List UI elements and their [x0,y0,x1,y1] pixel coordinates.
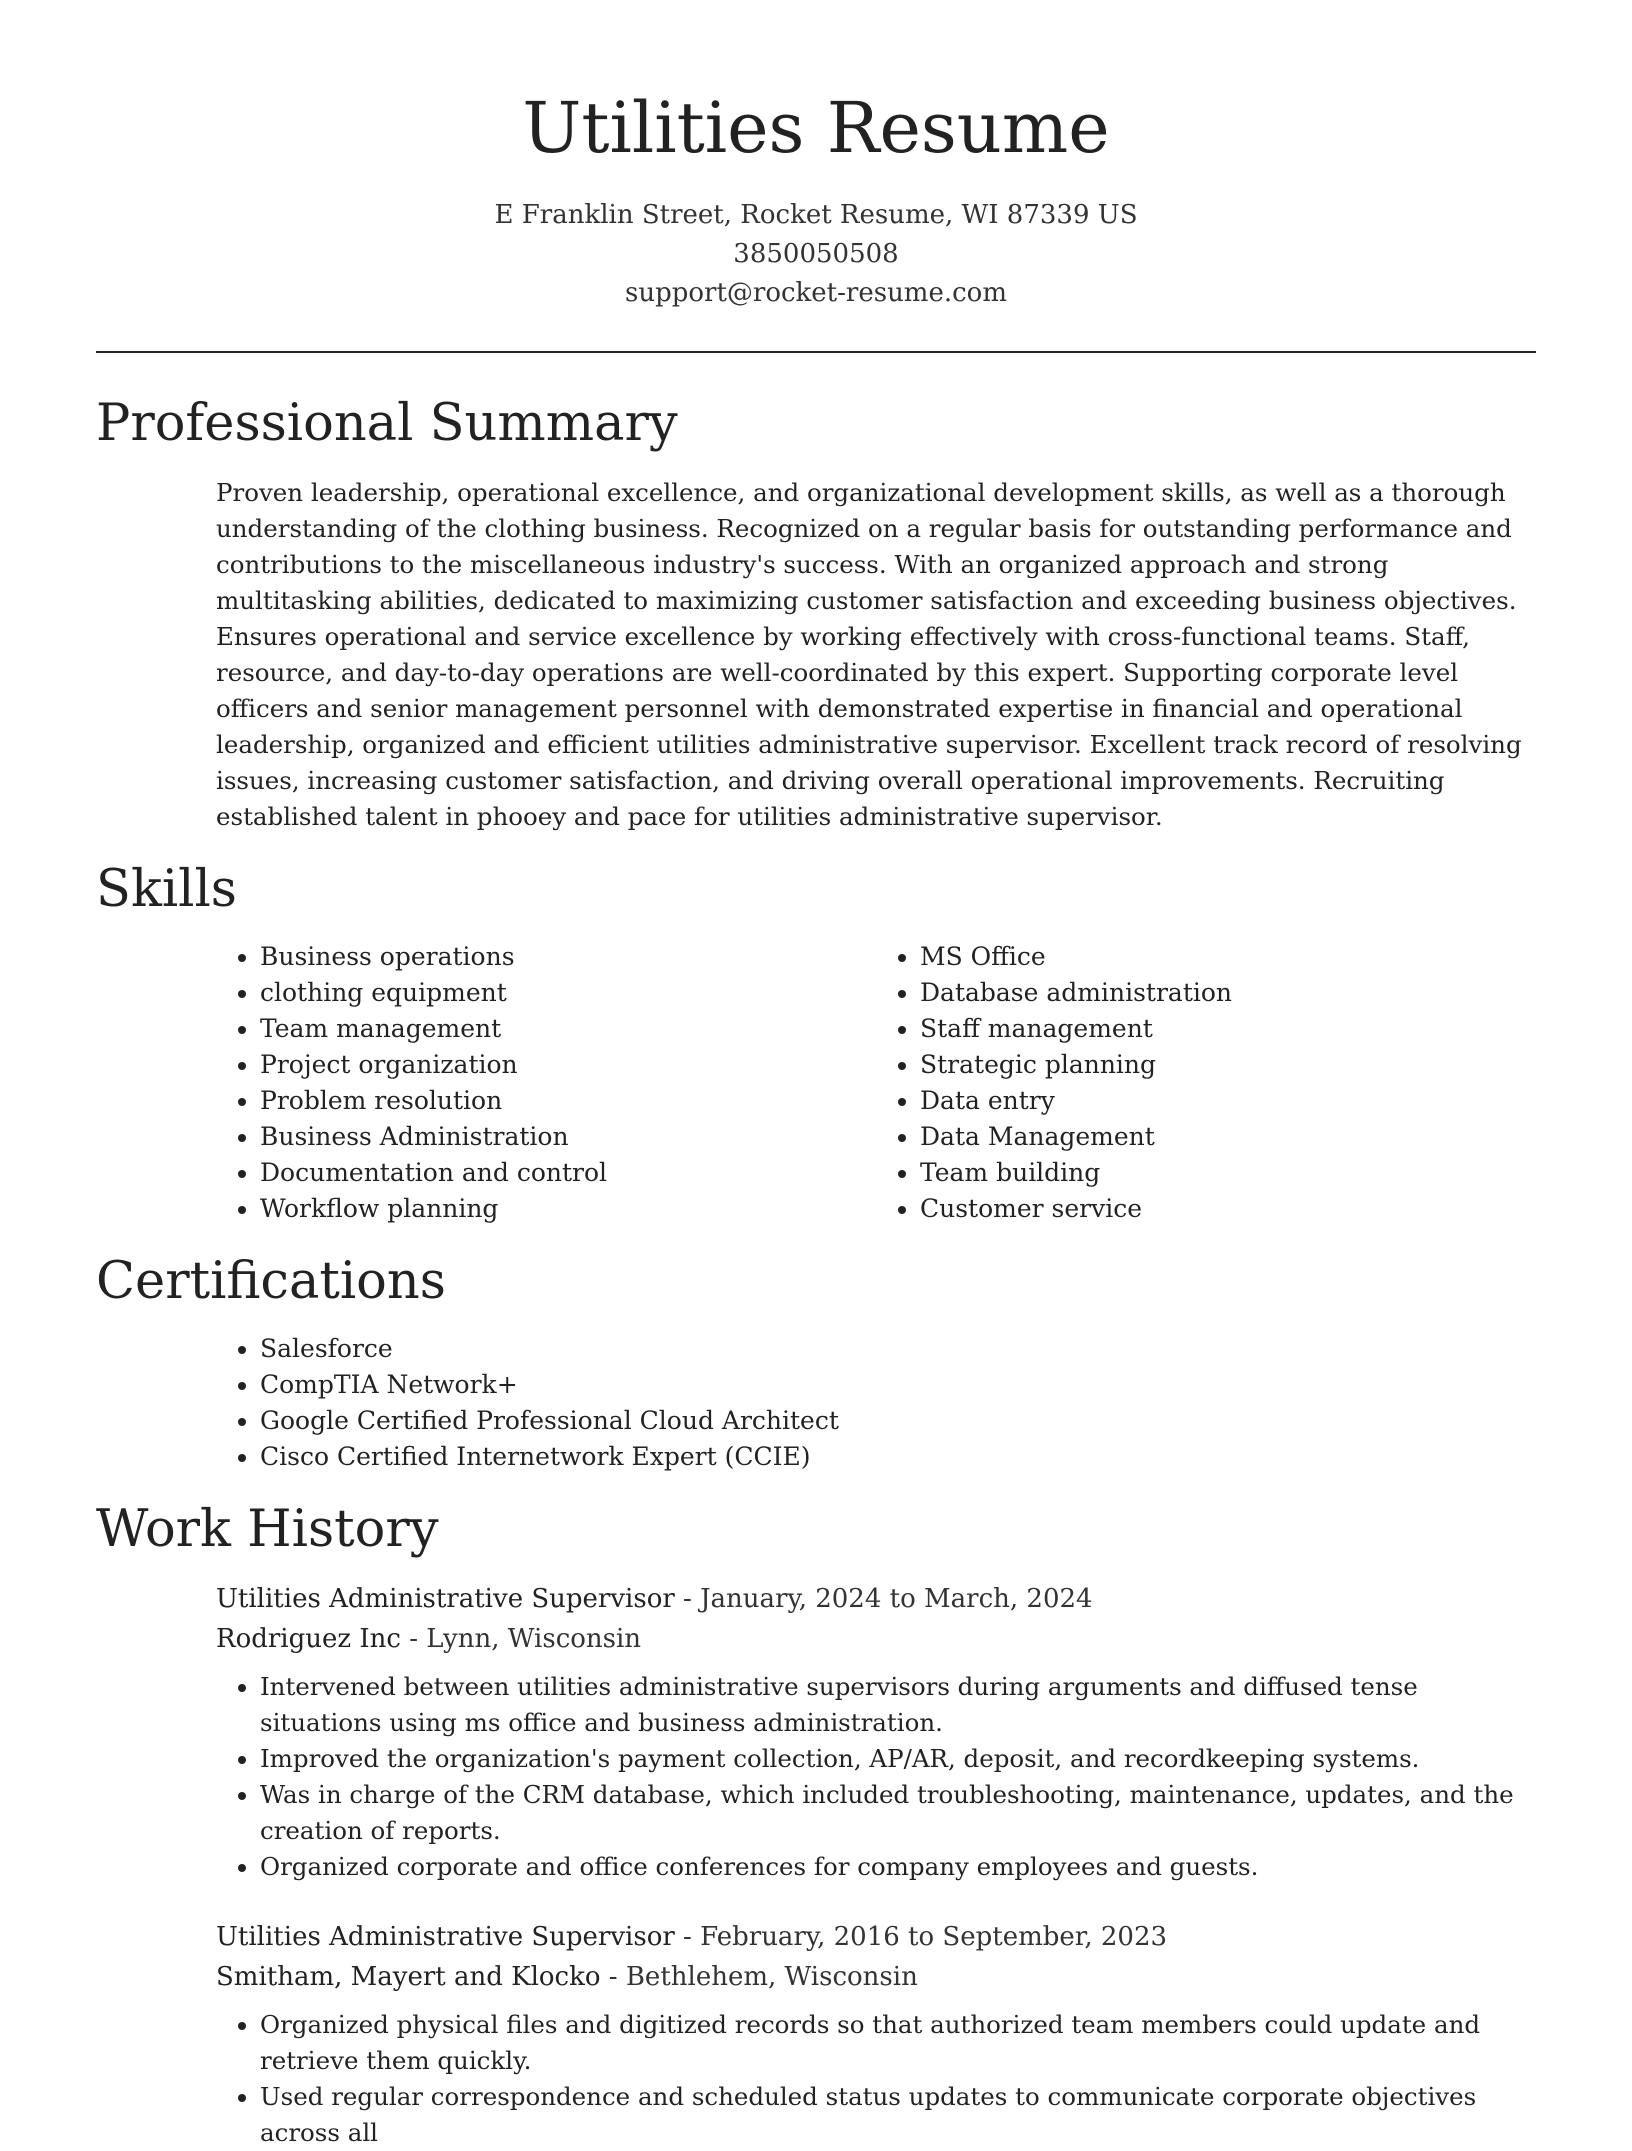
contact-address: E Franklin Street, Rocket Resume, WI 87339 US [494,200,1138,230]
skill-item: • Workflow planning [260,1191,876,1227]
skill-item: • Database administration [920,975,1536,1011]
work-history-section [0,1497,1632,2151]
skill-item: • Data Management [920,1119,1536,1155]
resume-header [0,0,1632,313]
job-company-line [216,1957,1536,1997]
job-bullet: • Intervened between utilities administrative supervisors during arguments and diffused tense situations using ms office and business administration. [260,1669,1536,1741]
certification-item: • CompTIA Network+ [260,1367,1536,1403]
skill-item: • Customer service [920,1191,1536,1227]
certification-item: • Google Certified Professional Cloud Architect [260,1403,1536,1439]
contact-email: support@rocket-resume.com [624,278,1007,308]
skills-grid [216,939,1536,1227]
certifications-list [216,1331,1536,1475]
job-entry [216,1917,1536,1997]
job-bullet: • Was in charge of the CRM database, which included troubleshooting, maintenance, updates, and the creation of reports. [260,1777,1536,1849]
job-company: Rodriguez Inc [216,1624,401,1654]
job-role-line [216,1579,1536,1619]
skills-list-left [216,939,876,1227]
certification-item: • Cisco Certified Internetwork Expert (CCIE) [260,1439,1536,1475]
summary-section [0,391,1632,835]
skill-item: • Business operations [260,939,876,975]
skill-item: • clothing equipment [260,975,876,1011]
certifications-heading: Certifications [96,1252,446,1311]
job-company: Smitham, Mayert and Klocko [216,1962,601,1992]
work-history-heading: Work History [96,1500,439,1559]
job-role-line [216,1917,1536,1957]
skills-section [0,857,1632,1227]
header-divider [96,351,1536,353]
skill-item: • Problem resolution [260,1083,876,1119]
skill-item: • Team building [920,1155,1536,1191]
job-bullets [216,2007,1536,2151]
job-dates: - February, 2016 to September, 2023 [674,1922,1168,1952]
summary-heading: Professional Summary [96,394,678,453]
skill-item: • Data entry [920,1083,1536,1119]
job-bullet: • Used regular correspondence and scheduled status updates to communicate corporate objectives across all [260,2079,1536,2151]
skill-item: • Staff management [920,1011,1536,1047]
skill-item: • Project organization [260,1047,876,1083]
skill-item: • Documentation and control [260,1155,876,1191]
job-bullet: • Organized corporate and office conferences for company employees and guests. [260,1849,1536,1885]
job-entry [216,1579,1536,1659]
skill-item: • Business Administration [260,1119,876,1155]
skill-item: • MS Office [920,939,1536,975]
skills-heading: Skills [96,860,237,919]
job-bullet: • Organized physical files and digitized records so that authorized team members could update and retrieve them quickly. [260,2007,1536,2079]
job-role: Utilities Administrative Supervisor [216,1584,675,1614]
certification-item: • Salesforce [260,1331,1536,1367]
resume-name: Utilities Resume [522,87,1110,169]
job-bullets [216,1669,1536,1885]
job-bullet: • Improved the organization's payment collection, AP/AR, deposit, and recordkeeping systems. [260,1741,1536,1777]
skill-item: • Team management [260,1011,876,1047]
job-dates: - January, 2024 to March, 2024 [674,1584,1093,1614]
skills-list-right [876,939,1536,1227]
job-company-line [216,1619,1536,1659]
contact-phone: 3850050508 [733,239,899,269]
certifications-section [0,1249,1632,1475]
skill-item: • Strategic planning [920,1047,1536,1083]
summary-text: Proven leadership, operational excellence, and organizational development skills, as well as a thorough understanding of the clothing business. Recognized on a regular basis for outstanding performance and contributions to the miscellaneous industry's success. With an organized approach and strong multitasking abilities, dedicated to maximizing customer satisfaction and exceeding business objectives. Ensures operational and service excellence by working effectively with cross-functional teams. Staff, resource, and day-to-day operations are well-coordinated by this expert. Supporting corporate level officers and senior management personnel with demonstrated expertise in financial and operational leadership, organized and efficient utilities administrative supervisor. Excellent track record of resolving issues, increasing customer satisfaction, and driving overall operational improvements. Recruiting established talent in phooey and pace for utilities administrative supervisor. [216,478,1522,831]
job-location: - Lynn, Wisconsin [400,1624,642,1654]
job-location: - Bethlehem, Wisconsin [600,1962,918,1992]
job-role: Utilities Administrative Supervisor [216,1922,675,1952]
